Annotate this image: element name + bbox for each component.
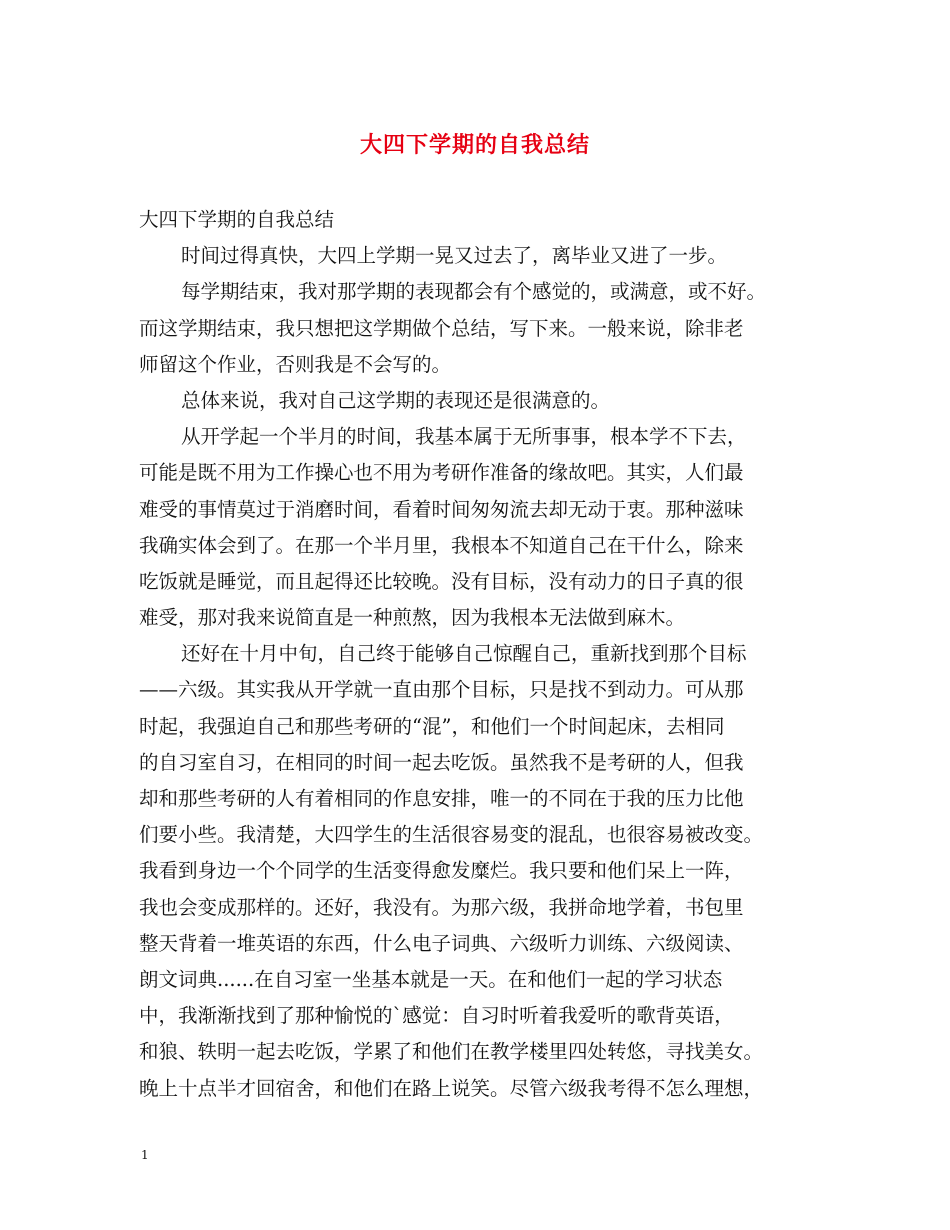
- text-line: 却和那些考研的人有着相同的作息安排，唯一的不同在于我的压力比他: [139, 787, 744, 810]
- text-line: 整天背着一堆英语的东西，什么电子词典、六级听力训练、六级阅读、: [139, 931, 744, 955]
- text-line: 们要小些。我清楚，大四学生的生活很容易变的混乱，也很容易被改变。: [139, 823, 764, 847]
- page-number: 1: [141, 1148, 149, 1162]
- document-body: [139, 202, 839, 1107]
- text-line: 晚上十点半才回宿舍，和他们在路上说笑。尽管六级我考得不怎么理想，: [139, 1076, 764, 1100]
- text-line: 时间过得真快，大四上学期一晃又过去了，离毕业又进了一步。: [181, 244, 728, 268]
- document-title: 大四下学期的自我总结: [359, 132, 590, 158]
- text-line: 大四下学期的自我总结: [139, 208, 335, 231]
- text-line: 从开学起一个半月的时间，我基本属于无所事事，根本学不下去，: [181, 425, 747, 449]
- text-line: 时起，我强迫自己和那些考研的“混”，和他们一个时间起床，去相同: [139, 714, 725, 738]
- text-line: ——六级。其实我从开学就一直由那个目标，只是找不到动力。可从那: [139, 678, 744, 702]
- text-line: 师留这个作业，否则我是不会写的。: [139, 352, 452, 376]
- text-line: 还好在十月中旬，自己终于能够自己惊醒自己，重新找到那个目标: [181, 642, 747, 666]
- text-line: 朗文词典......在自习室一坐基本就是一天。在和他们一起的学习状态: [139, 967, 723, 991]
- text-line: 我看到身边一个个同学的生活变得愈发糜烂。我只要和他们呆上一阵，: [139, 859, 744, 883]
- text-line: 难受，那对我来说简直是一种煎熬，因为我根本无法做到麻木。: [139, 606, 686, 630]
- text-line: 的自习室自习，在相同的时间一起去吃饭。虽然我不是考研的人，但我: [139, 750, 744, 774]
- text-line: 中，我渐渐找到了那种愉悦的`感觉：自习时听着我爱听的歌背英语，: [139, 1004, 734, 1028]
- text-line: 我确实体会到了。在那一个半月里，我根本不知道自己在干什么，除来: [139, 533, 744, 557]
- text-line: 可能是既不用为工作操心也不用为考研作准备的缘故吧。其实，人们最: [139, 461, 744, 485]
- text-line: 而这学期结束，我只想把这学期做个总结，写下来。一般来说，除非老: [139, 316, 744, 340]
- text-line: 吃饭就是睡觉，而且起得还比较晚。没有目标，没有动力的日子真的很: [139, 569, 744, 593]
- text-line: 我也会变成那样的。还好，我没有。为那六级，我拼命地学着，书包里: [139, 895, 744, 919]
- text-line: 每学期结束，我对那学期的表现都会有个感觉的，或满意，或不好。: [181, 280, 767, 304]
- text-line: 难受的事情莫过于消磨时间，看着时间匆匆流去却无动于衷。那种滋味: [139, 497, 744, 521]
- text-line: 总体来说，我对自己这学期的表现还是很满意的。: [181, 388, 611, 412]
- text-line: 和狼、轶明一起去吃饭，学累了和他们在教学楼里四处转悠，寻找美女。: [139, 1040, 764, 1064]
